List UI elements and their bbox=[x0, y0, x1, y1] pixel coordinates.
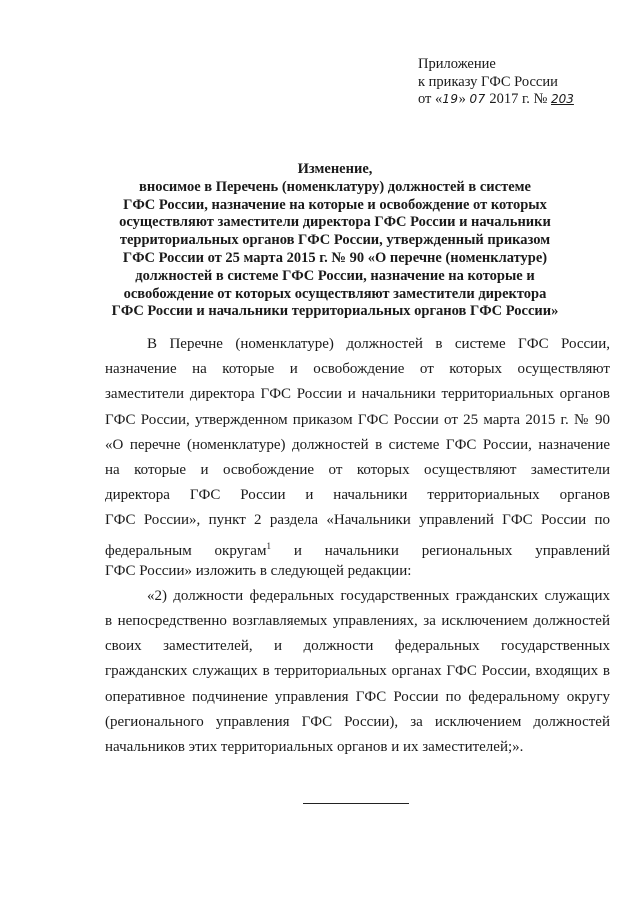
body-line: своих заместителей, и должности федеральных государственных bbox=[105, 638, 610, 655]
body-line: «2) должности федеральных государственных гражданских служащих bbox=[147, 587, 610, 604]
body-line: директора ГФС России и начальники территориальных органов bbox=[105, 487, 610, 504]
body-line-with-footnote: федеральным округам$^1$ и начальники региональных управлений bbox=[105, 540, 610, 559]
appendix-order-ref: к приказу ГФС России bbox=[418, 73, 558, 90]
handwritten-order-number: 203 bbox=[551, 92, 574, 106]
body-line: (регионального управления ГФС России), за исключением должностей bbox=[105, 713, 610, 730]
footnote-separator bbox=[303, 803, 409, 804]
title-line: вносимое в Перечень (номенклатуру) должностей в системе bbox=[139, 178, 531, 195]
handwritten-day: 19 bbox=[442, 92, 459, 106]
title-line: ГФС России, назначение на которые и освобождение от которых bbox=[123, 196, 547, 213]
title-line: ГФС России от 25 марта 2015 г. № 90 «О перечне (номенклатуре) bbox=[122, 249, 548, 266]
title-line: осуществляют заместители директора ГФС России и начальники bbox=[119, 214, 551, 231]
title-line: Изменение, bbox=[297, 161, 373, 177]
handwritten-month: 07 bbox=[469, 92, 486, 106]
body-line: начальников этих территориальных органов и их заместителей;». bbox=[105, 739, 524, 755]
body-line: на которые и освобождение от которых осуществляют заместители bbox=[105, 461, 610, 478]
body-line: «О перечне (номенклатуре) должностей в системе ГФС России, назначение bbox=[105, 436, 610, 453]
title-line: ГФС России и начальники территориальных органов ГФС России» bbox=[111, 303, 559, 320]
body-line: гражданских служащих в территориальных органах ГФС России, входящих в bbox=[105, 663, 610, 680]
title-line: должностей в системе ГФС России, назначение на которые и bbox=[135, 267, 535, 284]
footnote-marker: 1 bbox=[266, 540, 271, 551]
body-line: в непосредственно возглавляемых управлениях, за исключением должностей bbox=[105, 613, 610, 630]
body-line: ГФС России» изложить в следующей редакции: bbox=[105, 562, 412, 579]
appendix-header bbox=[418, 56, 574, 109]
document-title bbox=[110, 161, 560, 321]
appendix-date-number: от «19» 07 2017 г. № 203 bbox=[418, 91, 574, 107]
body-line: заместители директора ГФС России и начальники территориальных органов bbox=[105, 386, 610, 403]
body-line: В Перечне (номенклатуре) должностей в системе ГФС России, bbox=[147, 336, 610, 352]
body-line: оперативное подчинение управления ГФС России по федеральному округу bbox=[105, 688, 610, 705]
document-body bbox=[105, 333, 610, 761]
title-line: территориальных органов ГФС России, утвержденный приказом bbox=[119, 232, 551, 249]
body-line: ГФС России, утвержденном приказом ГФС России от 25 марта 2015 г. № 90 bbox=[105, 411, 610, 428]
title-line: освобождение от которых осуществляют заместители директора bbox=[123, 285, 547, 302]
appendix-label: Приложение bbox=[418, 56, 496, 72]
body-line: назначение на которые и освобождение от которых осуществляют bbox=[105, 361, 610, 378]
body-line: ГФС России», пункт 2 раздела «Начальники управлений ГФС России по bbox=[105, 512, 610, 529]
